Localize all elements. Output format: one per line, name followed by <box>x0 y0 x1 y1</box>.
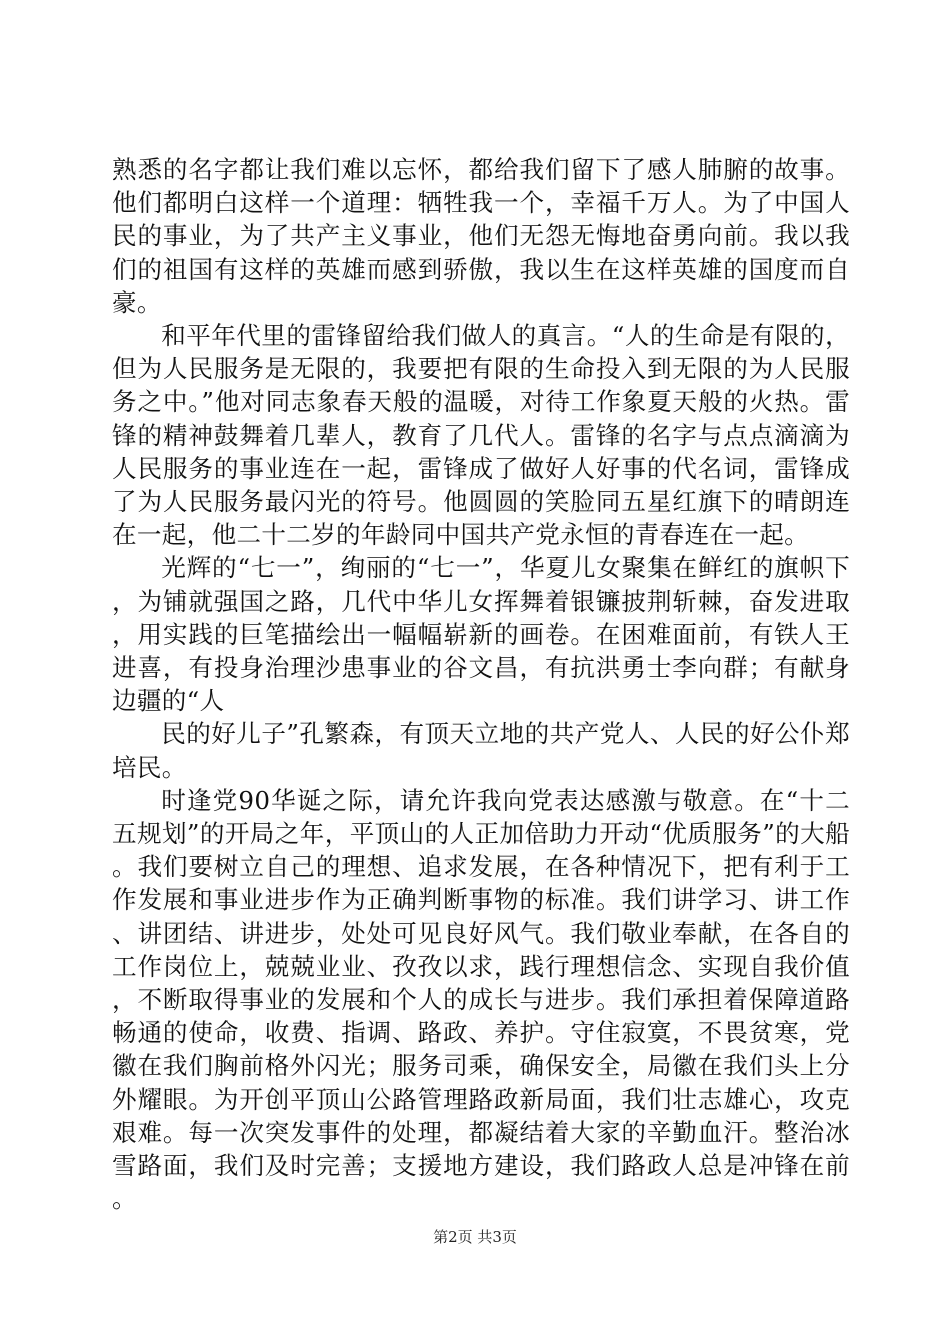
paragraph-5: 时逢党90华诞之际，请允许我向党表达感激与敬意。在“十二五规划”的开局之年，平顶山的人正加倍助力开动“优质服务”的大船。我们要树立自己的理想、追求发展，在各种情况下，把有利于工作发展和事业进步作为正确判断事物的标准。我们讲学习、讲工作、讲团结、讲进步，处处可见良好风气。我们敬业奉献，在各自的工作岗位上，兢兢业业、孜孜以求，践行理想信念、实现自我价值，不断取得事业的发展和个人的成长与进步。我们承担着保障道路畅通的使命，收费、指调、路政、养护。守住寂寞，不畏贫寒，党徽在我们胸前格外闪光；服务司乘，确保安全，局徽在我们头上分外耀眼。为开创平顶山公路管理路政新局面，我们壮志雄心，攻克艰难。每一次突发事件的处理，都凝结着大家的辛勤血汗。整治冰雪路面，我们及时完善；支援地方建设，我们路政人总是冲锋在前。 <box>112 785 850 1214</box>
page-footer: 第2页 共3页 <box>433 1228 517 1246</box>
paragraph-2: 和平年代里的雷锋留给我们做人的真言。“人的生命是有限的，但为人民服务是无限的，我要把有限的生命投入到无限的为人民服务之中。”他对同志象春天般的温暖，对待工作象夏天般的火热。雷锋的精神鼓舞着几辈人，教育了几代人。雷锋的名字与点点滴滴为人民服务的事业连在一起，雷锋成了做好人好事的代名词，雷锋成了为人民服务最闪光的符号。他圆圆的笑脸同五星红旗下的晴朗连在一起，他二十二岁的年龄同中国共产党永恒的青春连在一起。 <box>112 321 850 550</box>
paragraph-3: 光辉的“七一”，绚丽的“七一”，华夏儿女聚集在鲜红的旗帜下，为铺就强国之路，几代中华儿女挥舞着银镰披荆斩棘，奋发进取，用实践的巨笔描绘出一幅幅崭新的画卷。在困难面前，有铁人王进喜，有投身治理沙患事业的谷文昌，有抗洪勇士李向群；有献身边疆的“人 <box>112 553 850 716</box>
paragraph-1: 熟悉的名字都让我们难以忘怀，都给我们留下了感人肺腑的故事。他们都明白这样一个道理：牺牲我一个，幸福千万人。为了中国人民的事业，为了共产主义事业，他们无怨无悔地奋勇向前。我以我们的祖国有这样的英雄而感到骄傲，我以生在这样英雄的国度而自豪。 <box>112 155 850 317</box>
document-body <box>112 153 850 1216</box>
paragraph-4: 民的好儿子”孔繁森，有顶天立地的共产党人、人民的好公仆郑培民。 <box>112 719 850 782</box>
